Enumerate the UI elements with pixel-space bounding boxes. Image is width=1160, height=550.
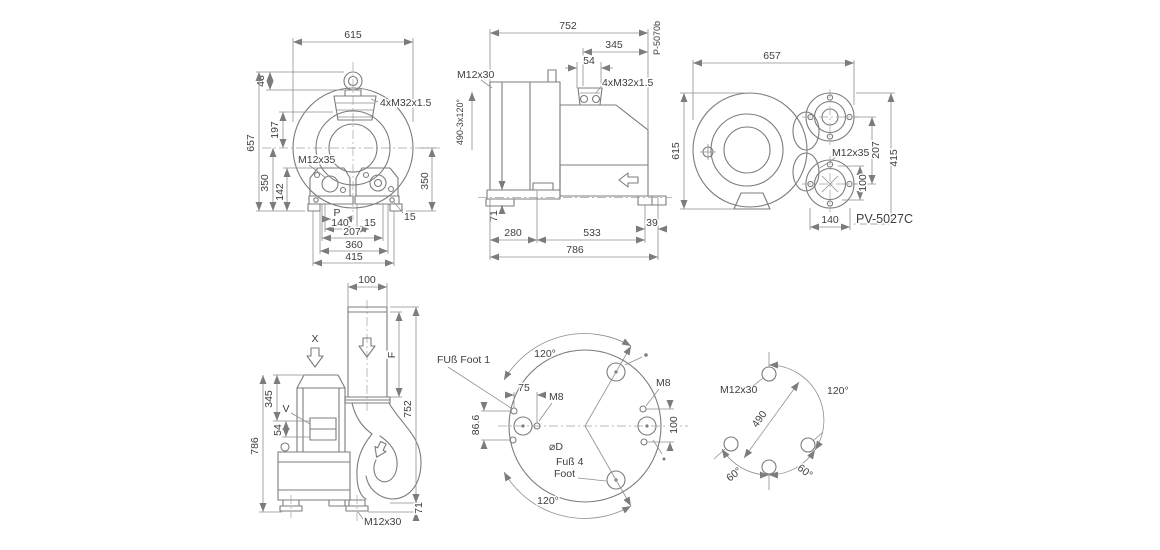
dim-height: 615	[670, 142, 682, 160]
dim-360: 360	[345, 239, 363, 251]
front-view	[245, 29, 440, 266]
arc-60-right: 60°	[794, 462, 815, 482]
dim-533: 533	[583, 227, 601, 239]
diameter-label: ⌀D	[549, 441, 563, 453]
flow-label: F	[386, 351, 398, 359]
vertical-view-body	[278, 300, 421, 522]
motor-cap	[297, 375, 345, 388]
bolt-circle-callout: 490-3x120°	[455, 98, 465, 146]
dim-pad-15: 15	[404, 211, 416, 223]
thread-callout: M12x30	[457, 69, 495, 81]
flange-geometry	[498, 334, 688, 519]
model-label: PV-5027C	[856, 212, 913, 226]
dim-100: 100	[358, 274, 376, 286]
dim-75: 75	[518, 382, 530, 394]
dim-length: 752	[559, 20, 577, 32]
arc-60-left: 60°	[724, 465, 745, 485]
part-code: P-5070b	[652, 20, 662, 56]
dim-71: 71	[413, 502, 425, 514]
top-port	[334, 96, 376, 120]
valve-label: V	[282, 403, 290, 415]
dim-100: 100	[668, 416, 680, 434]
dim-786: 786	[249, 437, 261, 455]
dim-eye-offset: 46	[255, 75, 267, 87]
thread-callout: M12x35	[298, 154, 336, 166]
dim-100: 100	[857, 174, 869, 192]
dim-total-height: 657	[245, 134, 257, 152]
dim-center-right: 350	[419, 172, 431, 190]
dim-752: 752	[402, 400, 414, 418]
dim-54: 54	[272, 424, 284, 436]
dim-39: 39	[646, 217, 658, 229]
muffler-tube	[348, 307, 387, 397]
dim-width: 657	[763, 50, 781, 62]
dim-140: 140	[821, 214, 839, 226]
rear-view	[670, 50, 913, 230]
dim-54: 54	[583, 55, 595, 67]
side-view	[455, 20, 672, 260]
dim-foot-height: 142	[274, 183, 286, 201]
base-block	[278, 452, 350, 500]
dim-71: 71	[488, 210, 500, 222]
arc-120: 120°	[827, 385, 849, 397]
foot4-label-line2: Foot	[554, 468, 576, 480]
m8-right: M8	[656, 377, 671, 389]
port-callout: 4xM32x1.5	[380, 97, 432, 109]
thread-callout: M12x30	[364, 516, 402, 528]
dim-140: 140	[331, 217, 349, 229]
dim-415: 415	[888, 149, 900, 167]
flange-dimensions	[437, 348, 680, 507]
dim-86-6: 86.6	[470, 414, 482, 436]
foot-flange-view	[437, 334, 688, 519]
front-view-dimensions	[245, 29, 436, 266]
dim-port-height: 197	[269, 121, 281, 139]
pitch-label: P	[333, 207, 341, 219]
foot4-label-line1: Fuß 4	[556, 456, 584, 468]
dim-width: 615	[344, 29, 362, 41]
bolt-circle-dimensions	[720, 378, 849, 484]
dim-center-left: 350	[259, 174, 271, 192]
dim-345: 345	[605, 39, 623, 51]
terminal-box	[310, 418, 336, 440]
discharge-flange-top	[802, 89, 858, 145]
port-callout: 4xM32x1.5	[602, 77, 654, 89]
inlet-label: X	[311, 333, 319, 345]
suction-flange-bottom	[802, 156, 858, 212]
thread-callout: M12x30	[720, 384, 758, 396]
dim-415: 415	[345, 251, 363, 263]
dim-786: 786	[566, 244, 584, 256]
rear-view-dimensions	[670, 50, 913, 230]
dim-345: 345	[263, 390, 275, 408]
side-view-body	[478, 70, 672, 206]
vertical-mount-view	[249, 274, 425, 528]
arc-bottom: 120°	[537, 495, 559, 507]
inlet-arrow	[307, 348, 323, 367]
arc-top: 120°	[534, 348, 556, 360]
thread-callout: M12x35	[832, 147, 870, 159]
m8-left: M8	[549, 391, 564, 403]
foot1-label: FUß Foot 1	[437, 354, 491, 366]
bolt-circle-view	[714, 352, 849, 490]
flow-arrow-left	[619, 173, 638, 187]
dim-207: 207	[343, 226, 361, 238]
dim-15: 15	[364, 217, 376, 229]
dim-207: 207	[870, 141, 882, 159]
dim-280: 280	[504, 227, 522, 239]
dim-490: 490	[749, 408, 770, 430]
